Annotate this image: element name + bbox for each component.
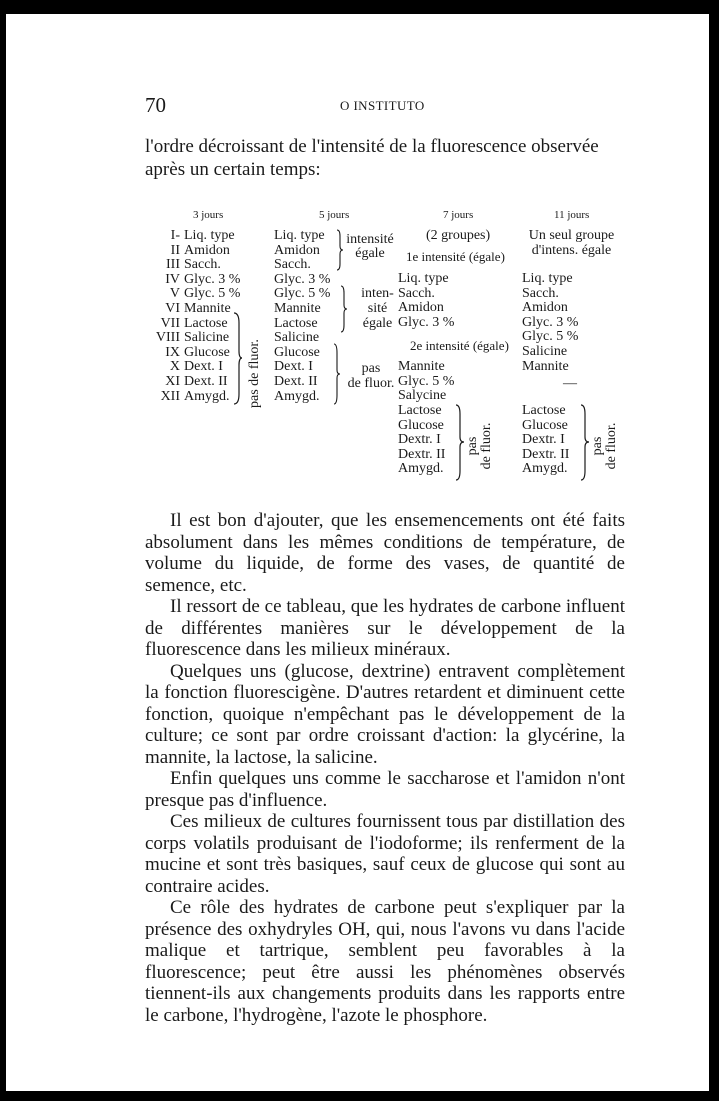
col4-item: Sacch.: [522, 285, 559, 301]
col1-item: Salicine: [184, 330, 230, 346]
body-text: [145, 510, 625, 1026]
col3-item: Lactose: [398, 403, 442, 418]
col1-item: Amygd.: [184, 388, 230, 404]
header-5-jours: 5 jours: [319, 209, 350, 221]
col4-item: Liq. type: [522, 271, 573, 286]
roman-numeral: VII: [160, 315, 180, 331]
col4-item: Salicine: [522, 344, 568, 359]
col4-group-line: d'intens. égale: [531, 243, 612, 258]
col1-item: Mannite: [184, 301, 231, 316]
roman-numeral: V: [169, 286, 180, 302]
col2-item: Glyc. 5 %: [274, 286, 331, 302]
col3-item: Mannite: [398, 359, 445, 374]
col1-item: Glyc. 5 %: [184, 286, 241, 302]
col2-group1-line: intensité: [346, 232, 394, 247]
col2-item: Mannite: [274, 301, 321, 316]
col2-item: Dext. I: [274, 359, 313, 375]
col4-item: Glyc. 3 %: [522, 314, 579, 330]
col1-bracket: [232, 311, 242, 406]
col2-item: Glyc. 3 %: [274, 271, 331, 287]
col1-item: Dext. II: [184, 374, 228, 389]
col2-group3-line: pas: [361, 361, 381, 376]
intro-paragraph: l'ordre décroissant de l'intensité de la fluorescence observée après un certain temps:: [145, 136, 599, 180]
col3-item: Amidon: [398, 300, 444, 316]
col1-item: Lactose: [184, 315, 228, 331]
col3-group1-label: (2 groupes): [426, 228, 491, 243]
col3-group1-sub: 1e intensité (égale): [406, 249, 505, 264]
roman-numeral: IX: [165, 344, 180, 360]
col1-item: Dext. I: [184, 359, 223, 375]
fluorescence-table: [0, 0, 719, 500]
col2-group3-line: de fluor.: [347, 376, 395, 391]
col2-group1-line: égale: [355, 246, 385, 261]
col2-item: Amygd.: [274, 388, 320, 404]
col4-group-line: Un seul groupe: [528, 228, 615, 243]
col3-item: Dextr. I: [398, 432, 441, 448]
col4-item: Amygd.: [522, 461, 568, 477]
col3-item: Sacch.: [398, 285, 435, 301]
col4-item: Glyc. 5 %: [522, 329, 579, 345]
col1-item: Glyc. 3 %: [184, 271, 241, 287]
col2-group2-label: [350, 286, 405, 331]
col3-item: Salycine: [398, 388, 447, 404]
col2-group3-bracket: [333, 343, 341, 405]
body-paragraph: Il ressort de ce tableau, que les hydrates de carbone influent de différentes manières sur le développement de la fluorescence dans les milieux minéraux.: [145, 596, 625, 660]
col2-item: Dext. II: [274, 374, 318, 389]
roman-numeral: X: [169, 359, 180, 375]
col3-item: Dextr. II: [398, 446, 446, 462]
col2-item: Amidon: [274, 242, 320, 258]
col1-item: Glucose: [184, 344, 230, 360]
running-title: O INSTITUTO: [340, 98, 425, 113]
col3-bracket: [455, 404, 465, 482]
col4-item: Glucose: [522, 417, 568, 433]
col2-item: Sacch.: [274, 257, 311, 273]
col1-item: Amidon: [184, 242, 230, 258]
col2-group2-line: inten-: [361, 286, 394, 301]
roman-numeral: III: [166, 257, 180, 273]
col3-no-fluor-line: de fluor.: [479, 422, 494, 470]
col2-item: Lactose: [274, 315, 318, 331]
roman-numeral: VI: [165, 301, 180, 316]
col3-group2-label: 2e intensité (égale): [410, 338, 509, 353]
roman-numeral: XI: [165, 374, 180, 389]
roman-numeral: XII: [160, 388, 180, 404]
col3-item: Liq. type: [398, 271, 449, 286]
col4-item: Lactose: [522, 403, 566, 418]
col2-group1-label: [339, 233, 401, 261]
col2-item: Salicine: [274, 330, 320, 346]
col2-group2-line: égale: [362, 316, 393, 331]
col2-group3-label: [338, 361, 404, 391]
roman-numeral: IV: [165, 271, 180, 287]
header-7-jours: 7 jours: [443, 209, 474, 221]
col1-item: Sacch.: [184, 257, 221, 273]
col1-item: Liq. type: [184, 228, 235, 243]
col2-group2-line: sité: [367, 301, 388, 316]
col4-dash: —: [563, 376, 577, 391]
col4-item: Mannite: [522, 358, 569, 374]
col4-bracket: [580, 404, 590, 482]
col3-item: Amygd.: [398, 461, 444, 477]
col3-item: Glucose: [398, 417, 444, 433]
col4-item: Dextr. I: [522, 432, 565, 448]
col2-item: Glucose: [274, 344, 320, 360]
col4-no-fluor-label: [591, 411, 623, 481]
roman-numeral: I-: [170, 228, 180, 243]
col4-group-label: [519, 228, 624, 258]
col2-group1-bracket: [336, 229, 344, 271]
body-paragraph: Quelques uns (glucose, dextrine) entravent complètement la fonction fluorescigène. D'autres retardent et diminuent cette fonction, quoique n'empêchant pas le développement de la culture; ce sont par ordre croissant d'action: la glycérine, la mannite, la lactose, la salicine.: [145, 660, 625, 768]
header-3-jours: 3 jours: [193, 209, 224, 221]
col4-item: Amidon: [522, 300, 568, 316]
body-paragraph: Enfin quelques uns comme le saccharose et l'amidon n'ont presque pas d'influence.: [145, 768, 625, 811]
body-paragraph: Il est bon d'ajouter, que les ensemencements ont été faits absolument dans les mêmes conditions de température, de volume du liquide, de forme des vases, de quantité de semence, etc.: [145, 510, 625, 596]
col2-group2-bracket: [340, 285, 348, 333]
col4-no-fluor-line: de fluor.: [604, 422, 619, 470]
col2-item: Liq. type: [274, 228, 325, 243]
col1-no-fluor-label: pas de fluor.: [247, 339, 262, 408]
roman-numeral: VIII: [155, 330, 180, 346]
col4-no-fluor-line: pas: [590, 436, 605, 456]
col3-no-fluor-label: [466, 411, 498, 481]
col3-item: Glyc. 5 %: [398, 373, 455, 389]
roman-numeral: II: [170, 242, 180, 258]
body-paragraph: Ces milieux de cultures fournissent tous par distillation des corps volatils produisant de l'iodoforme; ils renferment de la mucine et sont très basiques, sauf ceux de glucose qui sont au contraire acides.: [145, 811, 625, 897]
body-paragraph: Ce rôle des hydrates de carbone peut s'expliquer par la présence des oxhydryles OH, qui, nous l'avons vu dans l'acide malique et tartrique, semblent peu favorables à la fluorescence; peut être aussi les phénomènes observés tiennent-ils aux changements produits dans les rapports entre le carbone, l'hydrogène, l'azote le phosphore.: [145, 897, 625, 1026]
col3-item: Glyc. 3 %: [398, 314, 455, 330]
col3-no-fluor-line: pas: [465, 436, 480, 456]
col4-item: Dextr. II: [522, 446, 570, 462]
header-11-jours: 11 jours: [554, 209, 590, 221]
page-number: 70: [145, 93, 166, 117]
